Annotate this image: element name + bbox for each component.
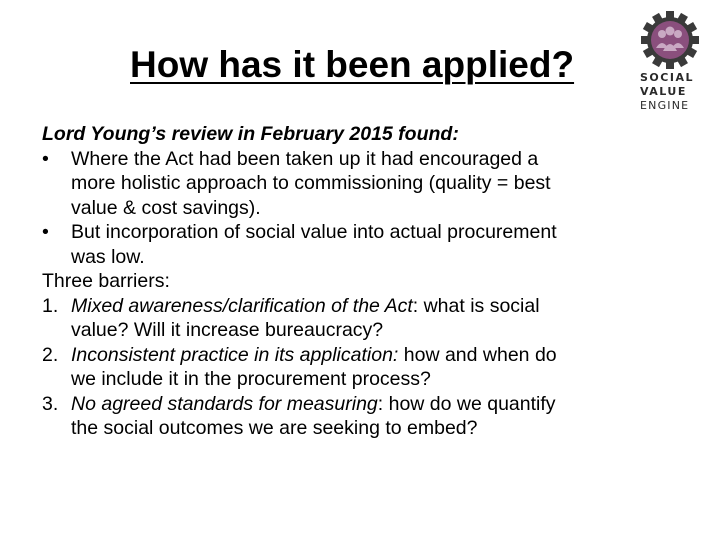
barrier-1-rest: : what is social [412,294,540,317]
barrier-1-text [42,294,540,319]
barrier-number: 3. [42,392,59,415]
bullet-2 [42,220,682,245]
bullet-1-line-3: value & cost savings). [71,196,261,219]
barrier-3-label: No agreed standards for measuring [71,392,378,415]
barrier-1 [42,294,682,319]
bullet-1 [42,147,682,172]
barrier-number: 2. [42,343,59,366]
barrier-1-cont: value? Will it increase bureaucracy? [71,319,384,341]
bullet-1-line-1: Where the Act had been taken up it had encouraged a [71,147,539,170]
barrier-2-label: Inconsistent practice in its application: [71,343,399,366]
barrier-3-cont: the social outcomes we are seeking to embed? [71,417,478,439]
logo-word-engine: ENGINE [640,99,690,112]
bullet-marker: • [42,221,49,243]
barrier-2-cont: we include it in the procurement process? [71,368,431,390]
barriers-heading: Three barriers: [42,270,170,292]
logo-word-value: VALUE [640,85,687,98]
gear-people-icon [636,10,704,70]
slide-title: How has it been applied? [130,44,575,85]
slide-body [42,122,682,441]
barrier-2-text [42,343,557,368]
bullet-2-line-2: was low. [71,245,145,268]
bullet-1-line-2: more holistic approach to commissioning (quality = best [71,172,551,194]
barrier-2 [42,343,682,368]
bullet-marker: • [42,147,49,170]
bullet-2-line-1: But incorporation of social value into actual procurement [71,221,557,243]
barrier-1-label: Mixed awareness/clarification of the Act [71,294,413,317]
intro-line: Lord Young’s review in February 2015 found: [42,123,459,145]
barrier-3 [42,392,682,417]
barrier-3-text [42,392,556,417]
barrier-number: 1. [42,294,59,317]
barrier-2-rest: how and when do [398,343,557,366]
logo-word-social: SOCIAL [640,71,694,84]
social-value-engine-logo [636,10,716,120]
barrier-3-rest: : how do we quantify [377,392,556,415]
